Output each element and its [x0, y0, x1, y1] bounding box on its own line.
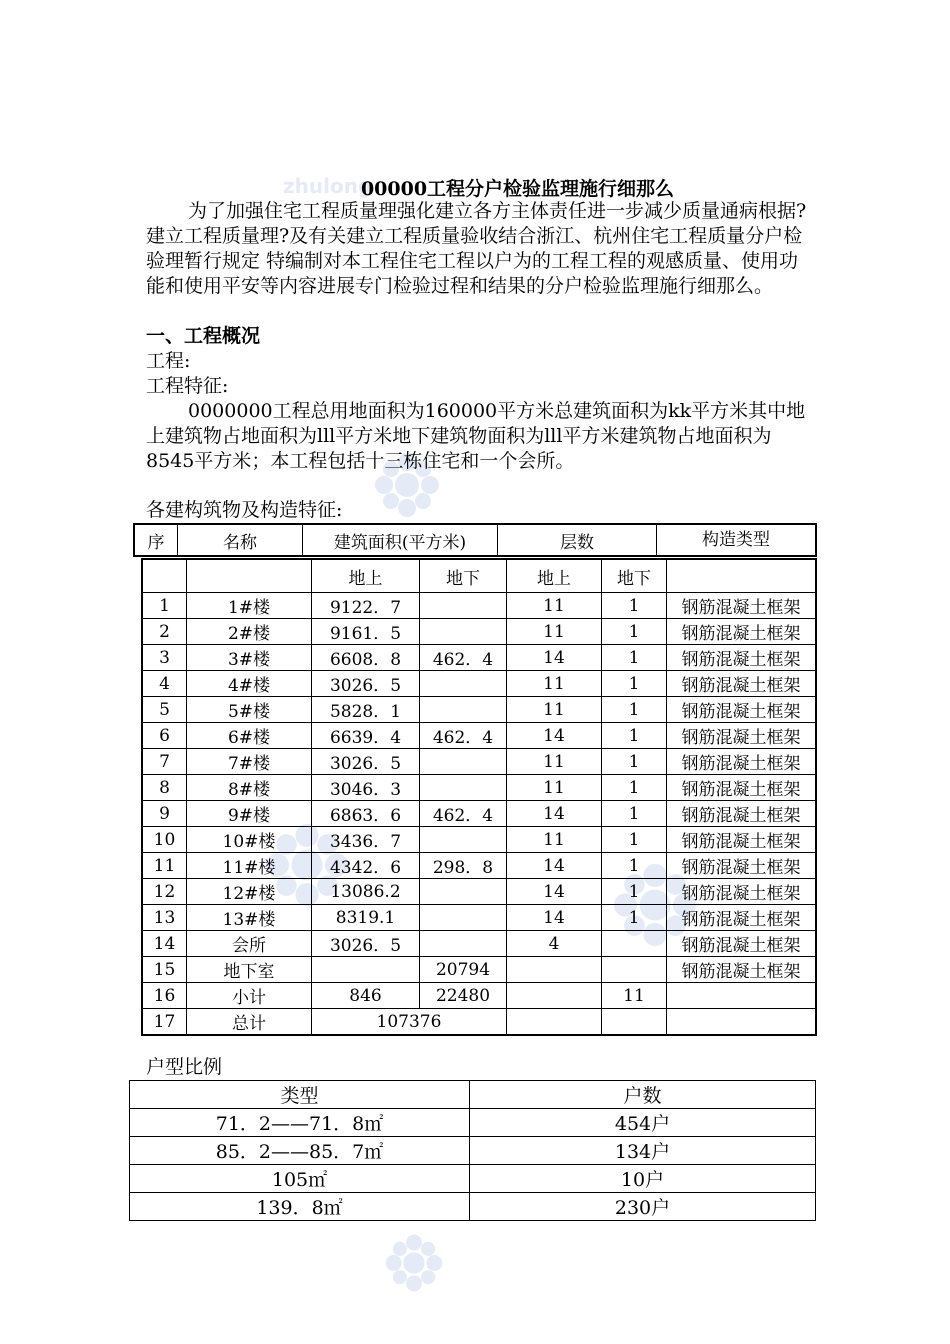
table-row: [130, 1193, 816, 1221]
cell: 8#楼: [187, 775, 312, 801]
cell: 6639．4: [312, 723, 420, 749]
cell: 12: [142, 879, 187, 905]
watermark-emblem-icon: [383, 1232, 445, 1294]
cell: 钢筋混凝土框架: [667, 931, 817, 957]
cell: [420, 619, 507, 645]
subheader-area-above: 地上: [312, 559, 420, 593]
cell: 16: [142, 983, 187, 1009]
table-row: [142, 1009, 816, 1036]
cell: 5828．1: [312, 697, 420, 723]
cell: 6: [142, 723, 187, 749]
cell: 4: [507, 931, 602, 957]
cell: 钢筋混凝土框架: [667, 671, 817, 697]
cell: 298．8: [420, 853, 507, 879]
cell: 1: [602, 723, 667, 749]
cell: 9122．7: [312, 593, 420, 619]
cell: 1: [602, 593, 667, 619]
cell: 14: [507, 801, 602, 827]
overview-paragraph: 0000000工程总用地面积为160000平方米总建筑面积为kk平方米其中地上建筑物占地面积为lll平方米地下建筑物面积为lll平方米建筑物占地面积为8545平方米；本工程包括十三栋住宅和一个会所。: [146, 400, 806, 472]
cell: 11: [142, 853, 187, 879]
cell: [420, 775, 507, 801]
cell: 1: [602, 619, 667, 645]
document-title: 00000工程分户检验监理施行细那么: [360, 178, 675, 200]
cell: 8: [142, 775, 187, 801]
cell: 1: [602, 775, 667, 801]
cell: 14: [507, 879, 602, 905]
table-row: [142, 931, 816, 957]
cell: 846: [312, 983, 420, 1009]
cell: 11: [507, 619, 602, 645]
cell: 9#楼: [187, 801, 312, 827]
cell: 6#楼: [187, 723, 312, 749]
cell: 1: [602, 827, 667, 853]
cell: 1: [602, 671, 667, 697]
project-label: 工程:: [146, 350, 191, 372]
table-row: [142, 879, 816, 905]
cell: 11: [507, 749, 602, 775]
cell: 11: [507, 697, 602, 723]
subheader-floors-below: 地下: [602, 559, 667, 593]
cell: 5#楼: [187, 697, 312, 723]
buildings-table-header: [133, 523, 817, 557]
cell: 13086.2: [312, 879, 420, 905]
table-row: [142, 983, 816, 1009]
cell: 4: [142, 671, 187, 697]
table-row: [142, 801, 816, 827]
cell: [507, 957, 602, 983]
cell: [602, 957, 667, 983]
cell: 钢筋混凝土框架: [667, 697, 817, 723]
cell: 钢筋混凝土框架: [667, 619, 817, 645]
header-count: 户数: [470, 1081, 816, 1109]
cell: 14: [507, 853, 602, 879]
cell: 13#楼: [187, 905, 312, 931]
cell: [420, 749, 507, 775]
cell: 8319.1: [312, 905, 420, 931]
unit-types-table: [129, 1080, 816, 1221]
cell: 3436．7: [312, 827, 420, 853]
cell: 11: [507, 827, 602, 853]
cell: 105㎡: [130, 1165, 470, 1193]
table-row: [142, 645, 816, 671]
subheader-floors-above: 地上: [507, 559, 602, 593]
cell: 钢筋混凝土框架: [667, 801, 817, 827]
section-heading-overview: 一、工程概况: [146, 325, 261, 347]
table-row: [142, 853, 816, 879]
cell: 钢筋混凝土框架: [667, 723, 817, 749]
cell: 1: [142, 593, 187, 619]
cell: 钢筋混凝土框架: [667, 775, 817, 801]
cell: 1: [602, 879, 667, 905]
cell: 5: [142, 697, 187, 723]
cell: 4#楼: [187, 671, 312, 697]
cell: 钢筋混凝土框架: [667, 827, 817, 853]
cell: [667, 983, 817, 1009]
table-row: [130, 1165, 816, 1193]
table-row: [130, 1137, 816, 1165]
cell: 钢筋混凝土框架: [667, 905, 817, 931]
cell: 139．8㎡: [130, 1193, 470, 1221]
cell: 12#楼: [187, 879, 312, 905]
cell: 107376: [312, 1009, 507, 1036]
cell: 11: [602, 983, 667, 1009]
header-name: 名称: [178, 524, 303, 556]
cell: 230户: [470, 1193, 816, 1221]
table-row: [142, 671, 816, 697]
cell: 14: [507, 723, 602, 749]
subheader-area-below: 地下: [420, 559, 507, 593]
cell: 22480: [420, 983, 507, 1009]
units-caption: 户型比例: [146, 1056, 223, 1078]
cell: [507, 983, 602, 1009]
buildings-table: [141, 558, 817, 1036]
cell: 3026．5: [312, 931, 420, 957]
cell: [420, 879, 507, 905]
cell: 15: [142, 957, 187, 983]
cell: 1: [602, 645, 667, 671]
table-row: [142, 619, 816, 645]
cell: 钢筋混凝土框架: [667, 593, 817, 619]
cell: 3#楼: [187, 645, 312, 671]
cell: 7#楼: [187, 749, 312, 775]
cell: 1: [602, 801, 667, 827]
cell: 会所: [187, 931, 312, 957]
cell: 钢筋混凝土框架: [667, 957, 817, 983]
cell: 454户: [470, 1109, 816, 1137]
cell: 3: [142, 645, 187, 671]
cell: 小计: [187, 983, 312, 1009]
table-row: [142, 957, 816, 983]
buildings-caption: 各建构筑物及构造特征:: [146, 499, 343, 521]
cell: 17: [142, 1009, 187, 1036]
cell: 4342．6: [312, 853, 420, 879]
cell: 71．2——71．8㎡: [130, 1109, 470, 1137]
cell: 1: [602, 905, 667, 931]
cell: 钢筋混凝土框架: [667, 645, 817, 671]
cell: [420, 931, 507, 957]
table-row: [142, 593, 816, 619]
cell: 85．2——85．7㎡: [130, 1137, 470, 1165]
header-floors: 层数: [498, 524, 657, 556]
cell: 1#楼: [187, 593, 312, 619]
cell: 10#楼: [187, 827, 312, 853]
cell: 地下室: [187, 957, 312, 983]
cell: 14: [507, 645, 602, 671]
feature-label: 工程特征:: [146, 375, 229, 397]
table-row: [142, 827, 816, 853]
cell: 3026．5: [312, 749, 420, 775]
cell: 7: [142, 749, 187, 775]
cell: 462．4: [420, 801, 507, 827]
cell: 6863．6: [312, 801, 420, 827]
cell: 11#楼: [187, 853, 312, 879]
cell: 总计: [187, 1009, 312, 1036]
header-no: 序: [134, 524, 178, 556]
cell: 462．4: [420, 645, 507, 671]
table-row: [142, 775, 816, 801]
header-type: 类型: [130, 1081, 470, 1109]
table-row: [142, 905, 816, 931]
cell: 9: [142, 801, 187, 827]
cell: 1: [602, 749, 667, 775]
header-area: 建筑面积(平方米): [303, 524, 498, 556]
cell: 9161．5: [312, 619, 420, 645]
cell: 钢筋混凝土框架: [667, 879, 817, 905]
cell: 462．4: [420, 723, 507, 749]
table-row: [142, 697, 816, 723]
cell: 14: [507, 905, 602, 931]
cell: [420, 671, 507, 697]
header-structure: 构造类型: [657, 524, 817, 556]
cell: 2#楼: [187, 619, 312, 645]
intro-paragraph: 为了加强住宅工程质量理强化建立各方主体责任进一步减少质量通病根据?建立工程质量理?及有关建立工程质量验收结合浙江、杭州住宅工程质量分户检验理暂行规定 特编制对本工程住宅工程以户为的工程工程的观感质量、使用功能和使用平安等内容进展专门检验过程和结果的分户检验监理施行细那么。: [146, 200, 807, 297]
table-row: [142, 749, 816, 775]
table-row: [130, 1109, 816, 1137]
cell: 钢筋混凝土框架: [667, 749, 817, 775]
cell: 1: [602, 697, 667, 723]
cell: 6608．8: [312, 645, 420, 671]
cell: 3026．5: [312, 671, 420, 697]
cell: [312, 957, 420, 983]
cell: 钢筋混凝土框架: [667, 853, 817, 879]
cell: 10户: [470, 1165, 816, 1193]
cell: 11: [507, 593, 602, 619]
cell: [602, 931, 667, 957]
cell: [420, 697, 507, 723]
cell: 20794: [420, 957, 507, 983]
cell: 1: [602, 853, 667, 879]
cell: 3046．3: [312, 775, 420, 801]
cell: 11: [507, 775, 602, 801]
cell: 134户: [470, 1137, 816, 1165]
table-row: [142, 723, 816, 749]
cell: [420, 827, 507, 853]
cell: 14: [142, 931, 187, 957]
cell: [420, 593, 507, 619]
cell: [420, 905, 507, 931]
cell: 11: [507, 671, 602, 697]
cell: 2: [142, 619, 187, 645]
cell: 10: [142, 827, 187, 853]
watermark-text: zhulong: [283, 174, 373, 198]
cell: 13: [142, 905, 187, 931]
